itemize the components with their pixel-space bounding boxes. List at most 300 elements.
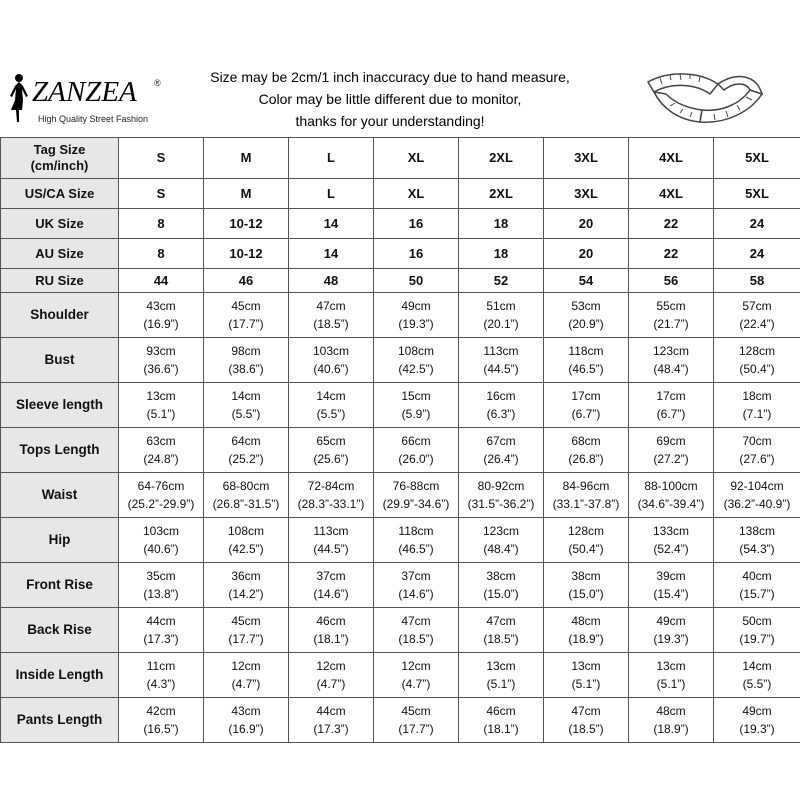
measurement-row: [1, 383, 800, 428]
measurement-cell: [289, 518, 374, 563]
size-cell: 8: [119, 209, 204, 239]
inch-value: (19.7”): [739, 632, 775, 646]
cm-value: 18cm: [742, 389, 772, 403]
measurement-cell: [119, 608, 204, 653]
cm-value: 40cm: [742, 569, 772, 583]
measuring-tape-icon: [640, 64, 770, 134]
inch-value: (36.6”): [143, 362, 179, 376]
measurement-cell: [459, 653, 544, 698]
measurement-cell: [374, 698, 459, 743]
measurement-cell: [714, 383, 800, 428]
row-label: Hip: [1, 518, 119, 563]
cm-value: 12cm: [231, 659, 261, 673]
measurement-cell: [629, 698, 714, 743]
size-system-row: [1, 239, 800, 269]
inch-value: (15.0”): [483, 587, 519, 601]
cm-value: 17cm: [571, 389, 601, 403]
measurement-cell: [374, 608, 459, 653]
size-cell: 16: [374, 209, 459, 239]
measurement-cell: [714, 563, 800, 608]
measurement-cell: [714, 608, 800, 653]
inch-value: (16.9”): [143, 317, 179, 331]
measurement-cell: [204, 293, 289, 338]
cm-value: 80-92cm: [477, 479, 525, 493]
cm-value: 128cm: [567, 524, 605, 538]
measurement-cell: [119, 653, 204, 698]
measurement-cell: [119, 518, 204, 563]
measurement-cell: [629, 518, 714, 563]
size-cell: 3XL: [544, 179, 629, 209]
measurement-cell: [119, 698, 204, 743]
inch-value: (5.1”): [656, 677, 686, 691]
measurement-row: [1, 698, 800, 743]
tag-size-row: [1, 138, 800, 179]
woman-silhouette-icon: [6, 72, 32, 124]
measurement-cell: [374, 563, 459, 608]
inch-value: (42.5”): [398, 362, 434, 376]
cm-value: 49cm: [656, 614, 686, 628]
inch-value: (48.4”): [653, 362, 689, 376]
inch-value: (19.3”): [653, 632, 689, 646]
row-label: Waist: [1, 473, 119, 518]
measurement-cell: [289, 608, 374, 653]
measurement-cell: [629, 383, 714, 428]
inch-value: (5.1”): [146, 407, 176, 421]
cm-value: 38cm: [486, 569, 516, 583]
inch-value: (18.5”): [398, 632, 434, 646]
cm-value: 12cm: [316, 659, 346, 673]
measurement-row: [1, 653, 800, 698]
measurement-cell: [289, 653, 374, 698]
size-cell: 46: [204, 269, 289, 293]
inch-value: (17.3”): [143, 632, 179, 646]
inch-value: (18.5”): [483, 632, 519, 646]
measurement-cell: [119, 293, 204, 338]
inch-value: (24.8”): [143, 452, 179, 466]
trademark-symbol: ®: [154, 78, 161, 88]
measurement-cell: [204, 563, 289, 608]
cm-value: 13cm: [486, 659, 516, 673]
row-label: AU Size: [1, 239, 119, 269]
inch-value: (6.7”): [656, 407, 686, 421]
measurement-cell: [544, 293, 629, 338]
inch-value: (4.7”): [231, 677, 261, 691]
size-cell: L: [289, 138, 374, 179]
measurement-cell: [289, 563, 374, 608]
row-label: Shoulder: [1, 293, 119, 338]
size-cell: 24: [714, 209, 800, 239]
size-cell: 10-12: [204, 239, 289, 269]
notice-line: Color may be little different due to monitor,: [258, 91, 522, 107]
tag-size-label: Tag Size: [33, 142, 86, 157]
cm-value: 44cm: [146, 614, 176, 628]
inch-value: (40.6”): [143, 542, 179, 556]
cm-value: 12cm: [401, 659, 431, 673]
row-label: Tops Length: [1, 428, 119, 473]
cm-value: 39cm: [656, 569, 686, 583]
measurement-cell: [714, 653, 800, 698]
inch-value: (44.5”): [483, 362, 519, 376]
row-label: Bust: [1, 338, 119, 383]
inch-value: (44.5”): [313, 542, 349, 556]
inch-value: (22.4”): [739, 317, 775, 331]
cm-value: 128cm: [738, 344, 776, 358]
size-cell: 8: [119, 239, 204, 269]
measurement-cell: [459, 428, 544, 473]
cm-value: 113cm: [313, 524, 349, 538]
cm-value: 36cm: [231, 569, 261, 583]
cm-value: 35cm: [146, 569, 176, 583]
inch-value: (26.8”): [568, 452, 604, 466]
inch-value: (18.5”): [313, 317, 349, 331]
size-cell: 54: [544, 269, 629, 293]
measurement-cell: [629, 428, 714, 473]
measurement-cell: [544, 338, 629, 383]
measurement-cell: [544, 518, 629, 563]
cm-value: 65cm: [316, 434, 346, 448]
measurement-cell: [204, 473, 289, 518]
size-cell: S: [119, 138, 204, 179]
size-cell: 58: [714, 269, 800, 293]
inch-value: (15.0”): [568, 587, 604, 601]
size-cell: 50: [374, 269, 459, 293]
size-cell: M: [204, 138, 289, 179]
inch-value: (14.6”): [313, 587, 349, 601]
measurement-row: [1, 428, 800, 473]
inch-value: (18.9”): [653, 722, 689, 736]
size-cell: 4XL: [629, 138, 714, 179]
measurement-row: [1, 563, 800, 608]
cm-value: 68-80cm: [222, 479, 270, 493]
cm-value: 70cm: [742, 434, 772, 448]
inch-value: (7.1”): [742, 407, 772, 421]
row-label: Inside Length: [1, 653, 119, 698]
inch-value: (28.3”-33.1”): [297, 497, 365, 511]
cm-value: 47cm: [486, 614, 516, 628]
cm-value: 66cm: [401, 434, 431, 448]
inch-value: (5.5”): [316, 407, 346, 421]
cm-value: 123cm: [482, 524, 520, 538]
measurement-cell: [459, 338, 544, 383]
inch-value: (18.5”): [568, 722, 604, 736]
cm-value: 84-96cm: [562, 479, 610, 493]
size-cell: 16: [374, 239, 459, 269]
inch-value: (5.5”): [742, 677, 772, 691]
cm-value: 108cm: [227, 524, 265, 538]
size-cell: M: [204, 179, 289, 209]
inch-value: (50.4”): [739, 362, 775, 376]
row-label: US/CA Size: [1, 179, 119, 209]
unit-label: (cm/inch): [30, 158, 89, 173]
size-cell: 52: [459, 269, 544, 293]
cm-value: 113cm: [483, 344, 519, 358]
measurement-cell: [289, 428, 374, 473]
brand-logo: [6, 68, 176, 128]
size-cell: 56: [629, 269, 714, 293]
cm-value: 43cm: [146, 299, 176, 313]
measurement-cell: [119, 473, 204, 518]
cm-value: 64cm: [231, 434, 261, 448]
inch-value: (17.7”): [228, 317, 264, 331]
inch-value: (17.7”): [228, 632, 264, 646]
measurement-cell: [204, 383, 289, 428]
cm-value: 38cm: [571, 569, 601, 583]
measurement-cell: [459, 608, 544, 653]
size-cell: 18: [459, 209, 544, 239]
inch-value: (15.7”): [739, 587, 775, 601]
cm-value: 68cm: [571, 434, 601, 448]
cm-value: 14cm: [231, 389, 261, 403]
size-system-row: [1, 179, 800, 209]
inch-value: (48.4”): [483, 542, 519, 556]
inch-value: (36.2”-40.9”): [723, 497, 791, 511]
cm-value: 47cm: [401, 614, 431, 628]
cm-value: 14cm: [742, 659, 772, 673]
cm-value: 13cm: [656, 659, 686, 673]
inch-value: (4.7”): [316, 677, 346, 691]
size-cell: 14: [289, 209, 374, 239]
cm-value: 49cm: [742, 704, 772, 718]
cm-value: 133cm: [652, 524, 690, 538]
measurement-cell: [714, 473, 800, 518]
measurement-row: [1, 518, 800, 563]
row-label: Front Rise: [1, 563, 119, 608]
measurement-cell: [544, 653, 629, 698]
size-chart-table: [0, 137, 800, 743]
inch-value: (6.3”): [486, 407, 516, 421]
measurement-cell: [714, 428, 800, 473]
size-cell: 2XL: [459, 179, 544, 209]
cm-value: 103cm: [312, 344, 350, 358]
measurement-cell: [289, 473, 374, 518]
cm-value: 17cm: [656, 389, 686, 403]
row-label: [1, 138, 119, 179]
inch-value: (25.2”): [228, 452, 264, 466]
inch-value: (19.3”): [398, 317, 434, 331]
inch-value: (42.5”): [228, 542, 264, 556]
cm-value: 118cm: [568, 344, 604, 358]
measurement-cell: [374, 428, 459, 473]
measurement-cell: [204, 698, 289, 743]
size-cell: 4XL: [629, 179, 714, 209]
inch-value: (14.6”): [398, 587, 434, 601]
size-cell: 20: [544, 239, 629, 269]
cm-value: 51cm: [486, 299, 516, 313]
measurement-cell: [714, 698, 800, 743]
size-cell: XL: [374, 138, 459, 179]
chart-header: [0, 60, 800, 136]
cm-value: 46cm: [486, 704, 516, 718]
inch-value: (50.4”): [568, 542, 604, 556]
inch-value: (5.1”): [486, 677, 516, 691]
inch-value: (31.5”-36.2”): [467, 497, 535, 511]
notice-line: Size may be 2cm/1 inch inaccuracy due to hand measure,: [210, 69, 570, 85]
cm-value: 47cm: [316, 299, 346, 313]
inch-value: (46.5”): [568, 362, 604, 376]
inch-value: (26.0”): [398, 452, 434, 466]
cm-value: 76-88cm: [392, 479, 440, 493]
inch-value: (17.7”): [398, 722, 434, 736]
inch-value: (6.7”): [571, 407, 601, 421]
cm-value: 69cm: [656, 434, 686, 448]
size-cell: 20: [544, 209, 629, 239]
cm-value: 14cm: [316, 389, 346, 403]
measurement-cell: [629, 608, 714, 653]
cm-value: 37cm: [401, 569, 431, 583]
inch-value: (29.9”-34.6”): [382, 497, 450, 511]
measurement-cell: [714, 518, 800, 563]
cm-value: 92-104cm: [730, 479, 784, 493]
inch-value: (16.5”): [143, 722, 179, 736]
size-cell: 18: [459, 239, 544, 269]
cm-value: 44cm: [316, 704, 346, 718]
measurement-cell: [459, 563, 544, 608]
measurement-cell: [544, 698, 629, 743]
cm-value: 13cm: [146, 389, 176, 403]
size-cell: 22: [629, 209, 714, 239]
measurement-cell: [204, 653, 289, 698]
brand-tagline: High Quality Street Fashion: [38, 114, 149, 124]
inch-value: (19.3”): [739, 722, 775, 736]
measurement-cell: [544, 608, 629, 653]
inch-value: (40.6”): [313, 362, 349, 376]
inch-value: (20.1”): [483, 317, 519, 331]
measurement-cell: [204, 338, 289, 383]
inch-value: (27.6”): [739, 452, 775, 466]
cm-value: 43cm: [231, 704, 261, 718]
cm-value: 93cm: [146, 344, 176, 358]
cm-value: 103cm: [142, 524, 180, 538]
cm-value: 67cm: [486, 434, 516, 448]
cm-value: 46cm: [316, 614, 346, 628]
inch-value: (46.5”): [398, 542, 434, 556]
inch-value: (18.1”): [483, 722, 519, 736]
cm-value: 37cm: [316, 569, 346, 583]
measurement-cell: [629, 293, 714, 338]
cm-value: 57cm: [742, 299, 772, 313]
measurement-cell: [544, 428, 629, 473]
measurement-cell: [629, 473, 714, 518]
measurement-cell: [374, 518, 459, 563]
inch-value: (5.1”): [571, 677, 601, 691]
measurement-cell: [374, 338, 459, 383]
inch-value: (4.3”): [146, 677, 176, 691]
measurement-cell: [119, 428, 204, 473]
size-cell: 44: [119, 269, 204, 293]
inch-value: (54.3”): [739, 542, 775, 556]
inch-value: (25.6”): [313, 452, 349, 466]
inch-value: (15.4”): [653, 587, 689, 601]
inch-value: (34.6”-39.4”): [637, 497, 705, 511]
measurement-row: [1, 473, 800, 518]
row-label: Back Rise: [1, 608, 119, 653]
size-system-row: [1, 269, 800, 293]
size-cell: 48: [289, 269, 374, 293]
measurement-cell: [289, 338, 374, 383]
measurement-cell: [459, 518, 544, 563]
size-system-row: [1, 209, 800, 239]
measurement-cell: [544, 563, 629, 608]
inch-value: (26.8”-31.5”): [212, 497, 280, 511]
measurement-cell: [204, 518, 289, 563]
measurement-cell: [374, 293, 459, 338]
inch-value: (33.1”-37.8”): [552, 497, 620, 511]
size-cell: 5XL: [714, 179, 800, 209]
cm-value: 49cm: [401, 299, 431, 313]
measurement-cell: [289, 383, 374, 428]
cm-value: 123cm: [652, 344, 690, 358]
cm-value: 118cm: [398, 524, 434, 538]
measurement-row: [1, 608, 800, 653]
inch-value: (25.2”-29.9”): [127, 497, 195, 511]
inch-value: (18.9”): [568, 632, 604, 646]
cm-value: 108cm: [397, 344, 435, 358]
size-cell: 14: [289, 239, 374, 269]
cm-value: 42cm: [146, 704, 176, 718]
measurement-cell: [374, 383, 459, 428]
size-cell: XL: [374, 179, 459, 209]
measurement-cell: [459, 698, 544, 743]
cm-value: 48cm: [656, 704, 686, 718]
size-cell: 24: [714, 239, 800, 269]
measurement-cell: [289, 293, 374, 338]
measurement-cell: [714, 293, 800, 338]
row-label: Pants Length: [1, 698, 119, 743]
inch-value: (27.2”): [653, 452, 689, 466]
cm-value: 63cm: [146, 434, 176, 448]
measurement-cell: [204, 428, 289, 473]
inch-value: (52.4”): [653, 542, 689, 556]
inch-value: (20.9”): [568, 317, 604, 331]
size-cell: S: [119, 179, 204, 209]
cm-value: 88-100cm: [644, 479, 698, 493]
size-cell: 22: [629, 239, 714, 269]
inch-value: (5.5”): [231, 407, 261, 421]
inch-value: (26.4”): [483, 452, 519, 466]
inch-value: (14.2”): [228, 587, 264, 601]
measurement-row: [1, 338, 800, 383]
measurement-cell: [374, 653, 459, 698]
measurement-cell: [459, 293, 544, 338]
measurement-cell: [119, 383, 204, 428]
inch-value: (4.7”): [401, 677, 431, 691]
cm-value: 138cm: [738, 524, 776, 538]
measurement-cell: [629, 563, 714, 608]
row-label: UK Size: [1, 209, 119, 239]
size-cell: 10-12: [204, 209, 289, 239]
measurement-cell: [629, 338, 714, 383]
inch-value: (16.9”): [228, 722, 264, 736]
notice-text: [190, 66, 590, 132]
measurement-cell: [459, 473, 544, 518]
cm-value: 16cm: [486, 389, 516, 403]
measurement-cell: [119, 563, 204, 608]
inch-value: (38.6”): [228, 362, 264, 376]
notice-line: thanks for your understanding!: [295, 113, 485, 129]
measurement-cell: [544, 473, 629, 518]
measurement-cell: [204, 608, 289, 653]
cm-value: 47cm: [571, 704, 601, 718]
cm-value: 45cm: [401, 704, 431, 718]
inch-value: (18.1”): [313, 632, 349, 646]
cm-value: 11cm: [146, 659, 176, 673]
measurement-cell: [374, 473, 459, 518]
size-cell: 3XL: [544, 138, 629, 179]
cm-value: 55cm: [656, 299, 686, 313]
brand-name: ZANZEA: [32, 76, 137, 108]
size-cell: 5XL: [714, 138, 800, 179]
cm-value: 15cm: [401, 389, 431, 403]
